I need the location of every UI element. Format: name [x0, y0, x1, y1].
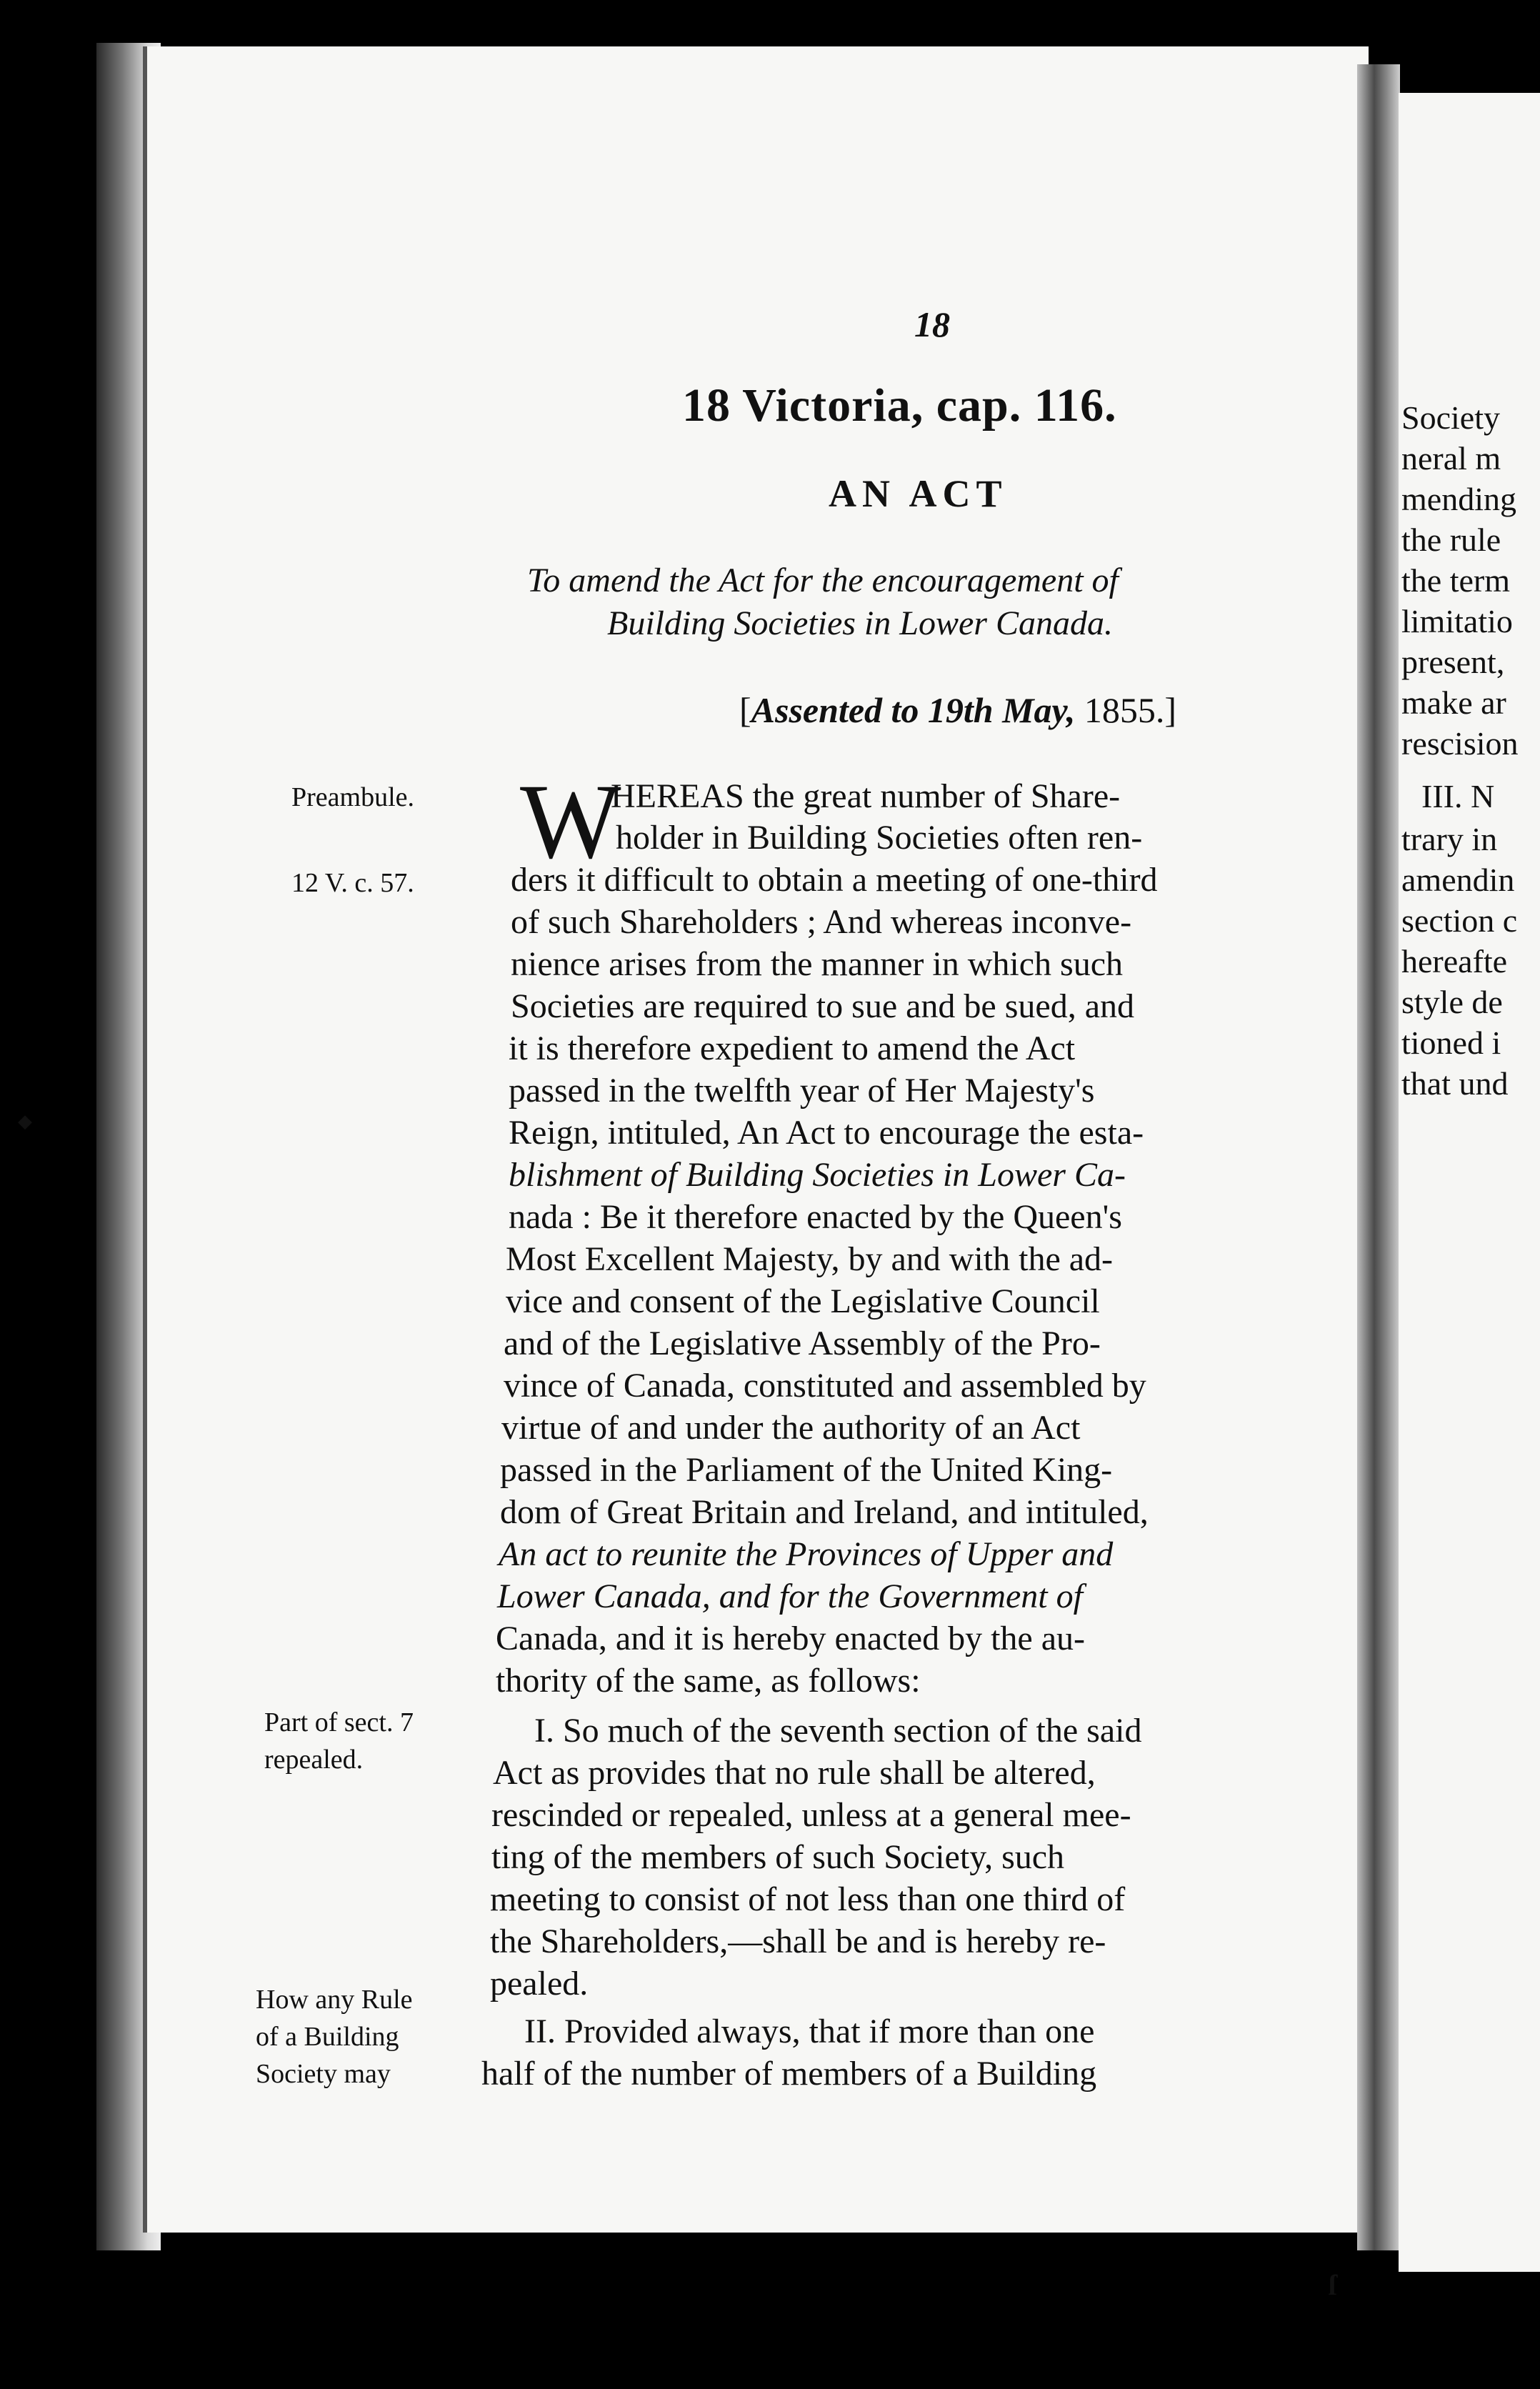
text-line: make ar — [1401, 684, 1506, 721]
text-line: vince of Canada, constituted and assembled by — [504, 1367, 1146, 1405]
text-line: blishment of Building Societies in Lower Ca- — [509, 1156, 1126, 1194]
text-line: half of the number of members of a Building — [481, 2055, 1097, 2093]
assent-year: 1855.] — [1075, 690, 1177, 730]
text-line: trary in — [1401, 821, 1498, 857]
text-line: the rule — [1401, 522, 1501, 558]
text-line: pealed. — [490, 1965, 589, 2003]
text-line: Most Excellent Majesty, by and with the ad- — [506, 1240, 1114, 1278]
text-line: hereafte — [1401, 943, 1508, 979]
bottom-mark: ſ — [1329, 2269, 1337, 2301]
margin-note-line: Part of sect. 7 — [264, 1707, 414, 1737]
act-chapter: 18 Victoria, cap. 116. — [682, 379, 1117, 432]
margin-note-line: of a Building — [256, 2022, 399, 2052]
text-line: ting of the members of such Society, such — [491, 1838, 1065, 1876]
text-line: HEREAS the great number of Share- — [611, 777, 1121, 815]
page-number: 18 — [914, 304, 950, 344]
text-line: Society — [1401, 399, 1500, 436]
text-line: vice and consent of the Legislative Council — [506, 1282, 1100, 1320]
text-line: thority of the same, as follows: — [496, 1662, 921, 1700]
margin-note-how-rule — [256, 1981, 413, 2093]
margin-note-statute: 12 V. c. 57. — [291, 868, 414, 898]
text-line: present, — [1401, 644, 1505, 680]
text-line: amendin — [1401, 862, 1515, 898]
margin-note-part-repealed — [264, 1704, 414, 1778]
drop-cap: W — [520, 762, 621, 881]
assent-bracket: [ — [739, 690, 751, 730]
assent-date — [739, 689, 1176, 731]
text-line: virtue of and under the authority of an Act — [501, 1409, 1081, 1447]
text-line: passed in the twelfth year of Her Majesty's — [509, 1072, 1095, 1109]
text-line: nience arises from the manner in which such — [511, 945, 1124, 983]
text-line: III. N — [1421, 778, 1495, 814]
text-line: Reign, intituled, An Act to encourage the esta- — [509, 1114, 1144, 1152]
text-line: section c — [1401, 902, 1518, 939]
text-line: holder in Building Societies often ren- — [616, 819, 1143, 857]
text-line: Lower Canada, and for the Government of — [497, 1577, 1083, 1615]
text-line: meeting to consist of not less than one third of — [490, 1880, 1126, 1918]
act-title-line: Building Societies in Lower Canada. — [607, 604, 1113, 642]
text-line: mending — [1401, 481, 1516, 517]
book-gutter — [1357, 64, 1400, 2250]
text-line: An act to reunite the Provinces of Upper and — [499, 1535, 1114, 1573]
text-line: nada : Be it therefore enacted by the Queen's — [509, 1198, 1122, 1236]
text-line: II. Provided always, that if more than one — [524, 2013, 1095, 2050]
text-line: limitatio — [1401, 603, 1513, 639]
text-line: of such Shareholders ; And whereas inconve- — [511, 903, 1132, 941]
assent-italic: Assented to 19th May, — [751, 690, 1076, 730]
text-line: dom of Great Britain and Ireland, and intituled, — [500, 1493, 1149, 1531]
act-heading: AN ACT — [829, 472, 1008, 515]
text-line: that und — [1401, 1065, 1509, 1102]
margin-note-line: How any Rule — [256, 1985, 413, 2015]
flyspeck: ◆ — [18, 1111, 32, 1132]
text-line: rescinded or repealed, unless at a general mee- — [491, 1796, 1131, 1834]
margin-note-line: repealed. — [264, 1745, 364, 1775]
text-line: passed in the Parliament of the United King- — [500, 1451, 1113, 1489]
text-line: rescision — [1401, 725, 1519, 762]
text-line: Act as provides that no rule shall be altered, — [493, 1754, 1096, 1792]
text-line: it is therefore expedient to amend the Act — [509, 1029, 1076, 1067]
text-line: the term — [1401, 562, 1510, 599]
text-line: I. So much of the seventh section of the said — [534, 1712, 1142, 1750]
text-line: Canada, and it is hereby enacted by the au- — [496, 1620, 1085, 1657]
text-line: neral m — [1401, 440, 1501, 477]
margin-note-preamble: Preambule. — [291, 782, 415, 812]
text-line: style de — [1401, 984, 1503, 1020]
margin-note-line: Society may — [256, 2059, 391, 2089]
text-line: ders it difficult to obtain a meeting of one-third — [511, 861, 1158, 899]
act-title-line: To amend the Act for the encouragement of — [527, 562, 1119, 599]
text-line: Societies are required to sue and be sued, and — [511, 987, 1135, 1025]
text-line: tioned i — [1401, 1024, 1501, 1061]
text-line: the Shareholders,—shall be and is hereby re- — [490, 1922, 1106, 1960]
text-line: and of the Legislative Assembly of the Pro- — [504, 1325, 1101, 1362]
